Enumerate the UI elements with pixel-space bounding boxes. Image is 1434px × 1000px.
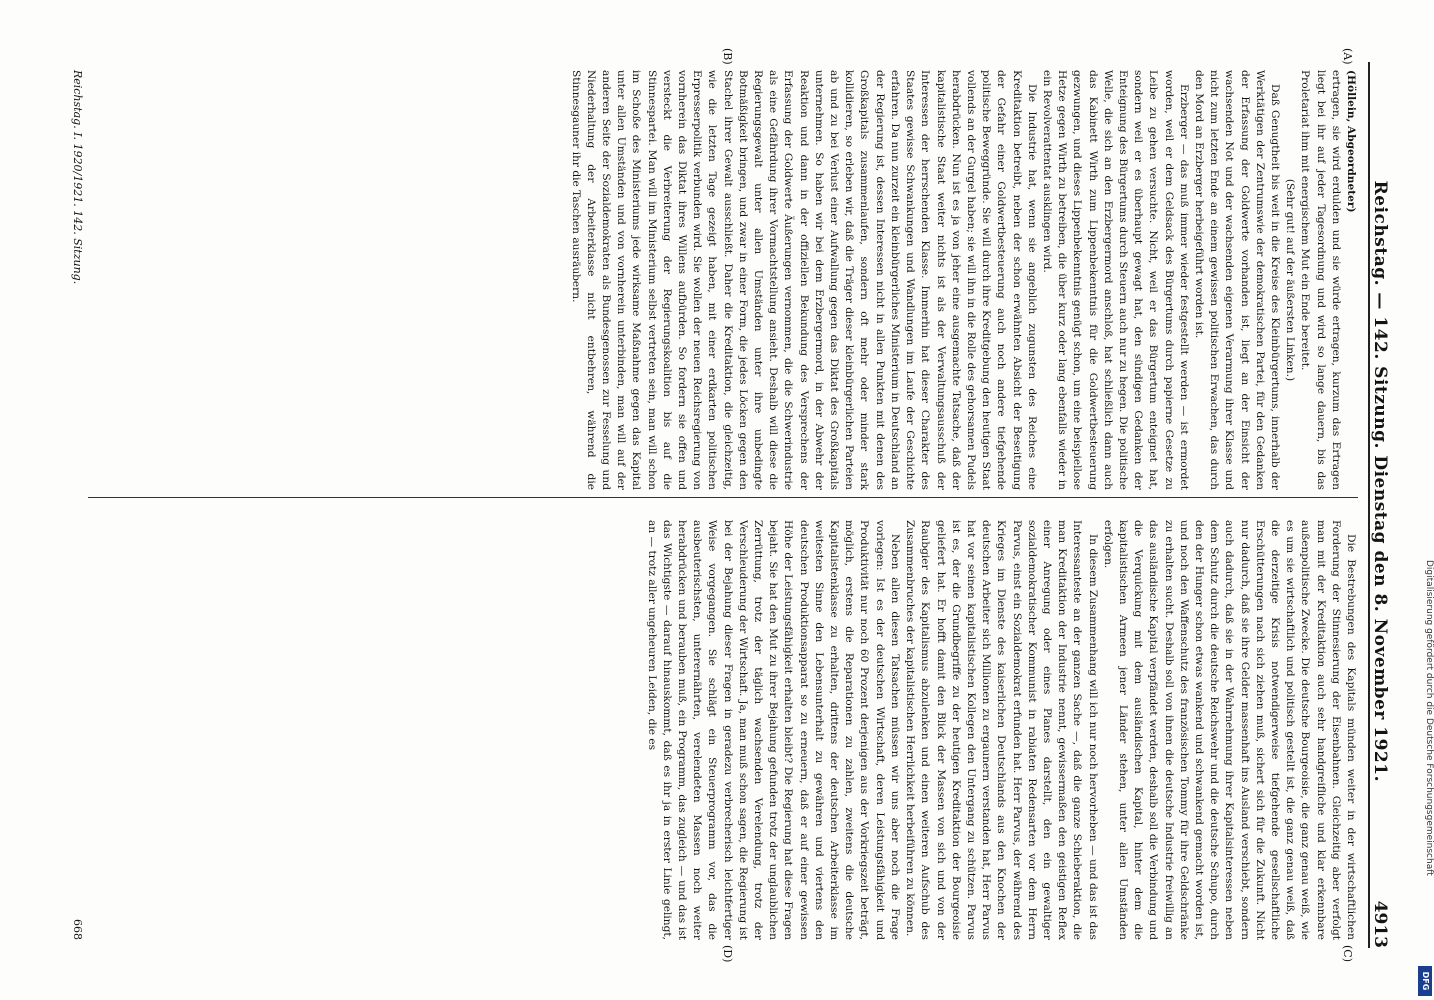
margin-marker-b: (B) bbox=[721, 48, 734, 65]
footer-page-number: 668 bbox=[71, 919, 84, 940]
digitization-note-text: Digitalisierung gefördert durch die Deutsche Forschungsgemeinschaft bbox=[1424, 560, 1434, 876]
left-column bbox=[88, 70, 1358, 490]
dfg-logo-text: DFG bbox=[1421, 971, 1430, 991]
column-divider bbox=[88, 497, 1358, 498]
dfg-logo bbox=[1418, 966, 1432, 996]
paragraph: ertragen, sie wird erdulden und sie würde ertragen, kurzum das Ertragen liegt bei ihr auf jeder Tagesordnung und wird so lange dauern, bis das Proletariat ihm mit energischem Mut ein Ende bereitet. bbox=[1299, 70, 1342, 490]
margin-marker-d: (D) bbox=[721, 945, 734, 963]
header-title: Reichstag. — 142. Sitzung. Dienstag den 8. November 1921. bbox=[1370, 180, 1390, 782]
speaker-line: (Höllein, Abgeordneter) bbox=[1345, 70, 1357, 213]
paragraph: In diesem Zusammenhang will ich nur noch hervorheben — und das ist das Interessanteste an der ganzen Sache —, daß die ganze Schieberaktion, die man Kreditaktion der Industrie nennt, gewissermaßen den geistigen Reflex einer Anregung oder eines Planes darstellt, den ein gewaltiger sozialdemokratischer Kommunist in rabiaten Redensarten vor dem Herrn Parvus, einst ein Sozialdemokrat erfunden hat. Herr Parvus, der während des Krieges im Dienste des kaiserlichen Deutschlands aus den Knochen der deutschen Arbeiter sich Millionen zu ergaunern verstanden hat, Herr Parvus hat vor seinen kapitalistischen Kollegen den Untergang zu schützen. Parvus ist es, der die Grundbegriffe zu der heutigen Kreditaktion der Bourgeoisie geliefert hat. Er hofft damit den Blick der Massen von sich und von der Raubgier des Kapitalismus abzulenken und einen weiteren Aufschub des Zusammenbruches der kapitalistischen Herrlichkeit herbeiführen zu können. bbox=[904, 520, 1099, 940]
footer-signature: Reichstag. I. 1920/1921. 142. Sitzung. bbox=[71, 70, 84, 285]
paragraph: Erzberger — das muß immer wieder festgestellt werden — ist ermordet worden, weil er dem Geldsack des Bürgertums durch papierne Gesetze zu Leibe zu gehen versuchte. Nicht, weil er das Bürgertum enteignet hat, sondern weil er es überhaupt gewagt hat, den sündigen Gedanken der Enteignung des Bürgertums durch Steuern auch nur zu hegen. Die politische Welle, die sich an den Erzbergermord anschloß, hat schließlich dann auch das Kabinett Wirth zum Lippenbekenntnis für die Goldwertbesteuerung gezwungen, und dieses Lippenbekenntnis genügt schon, um eine beispiellose Hetze gegen Wirth zu betreiben, die über kurz oder lang ebenfalls wieder in ein Revolverattentat ausklingen wird. bbox=[1040, 70, 1190, 490]
page-header bbox=[1368, 62, 1396, 948]
paragraph: Die Bestrebungen des Kapitals münden weiter in der wirtschaftlichen Forderung der Stinnesierung der Eisenbahnen. Gleichzeitig aber verfolgt man mit der Kreditaktion auch sehr handgreifliche und klar erkennbare außenpolitische Zwecke. Die deutsche Bourgeoisie, die ganz genau weiß, wie es um sie wirtschaftlich und politisch gestellt ist, die ganz genau weiß, daß die derzeitige Krisis notwendigerweise tiefgehende gesellschaftliche Erschütterungen nach sich ziehen muß, sichert sich für die Zukunft. Nicht nur dadurch, daß sie ihre Gelder massenhaft ins Ausland verschiebt, sondern auch dadurch, daß sie in der Wahrnehmung ihrer Kapitalsinteressen neben dem Schutz durch die deutsche Reichswehr und die deutsche Schupo, durch den der Hunger schon etwas wankend und schwankend gemacht worden ist, und noch den Waffenschutz des französischen Tommy für ihre Geldschränke zu erhalten sucht. Deshalb soll von ihnen die deutsche Industrie freiwillig an das ausländische Kapital verpfändet werden, deshalb soll die Verbindung und die Verquickung mit dem ausländischen Kapital, hinter dem die kapitalistischen Armeen jener Länder stehen, unter allen Umständen erfolgen. bbox=[1101, 520, 1357, 940]
interjection: (Sehr gut! auf der äußersten Linken.) bbox=[1284, 178, 1297, 382]
paragraph: Die Industrie hat, wenn sie angeblich zugunsten des Reiches eine Kreditaktion betreibt, neben der schon erwähnten Absicht der Beseitigung der Gefahr einer Goldwertbesteuerung auch noch andere tiefgehende politische Beweggründe. Sie will durch ihre Kreditgebung den heutigen Staat vollends an der Gurgel haben; sie will ihn in die Rolle des gehorsamen Pudels herabdrücken. Nun ist es ja von jeher eine ausgemachte Tatsache, daß der kapitalistische Staat weiter nichts ist als der Verwaltungsausschuß der Interessen der herrschenden Klasse. Immerhin hat dieser Charakter des Staates gewisse Schwankungen und Wandlungen im Laufe der Geschichte erfahren. Da nun zurzeit ein kleinbürgerliches Ministerium in Deutschland an der Regierung ist, dessen Interessen nicht in allen Punkten mit denen des Großkapitals zusammenlaufen, sondern oft mehr oder minder stark kollidieren, so erleben wir, daß die Träger dieser kleinbürgerlichen Parteien ab und zu bei Verlust einer Aufwallung gegen das Diktat des Großkapitals unternehmen. So haben wir bei dem Erzbergermord, in der Abwehr der Reaktion und dann in der offiziellen Bekundung des Versprechens der Erfassung der Goldwerte Äußerungen vernommen, die die Schwerindustrie als eine Gefährdung ihrer Vormachtstellung ansieht. Deshalb will diese die Regierungsgewalt unter allen Umständen unter ihre unbedingte Botmäßigkeit bringen, und zwar in einer Form, die jedes Löcken gegen den Stachel ihrer Gewalt ausschließt. Daher die Kreditaktion, die gleichzeitig, wie die letzten Tage gezeigt haben, mit einer erdkarten politischen Erpresserpolitik verbunden wird. Sie wollen der neuen Reichsregierung von vornherein das Diktat ihres Willens aufbürden. So fordern sie offen und versteckt die Verbreiterung der Regierungskoalition bis auf die Stinnespartei. Man will im Ministerium selbst vertreten sein, man will schon im Schoße des Ministeriums jede wirksame Maßnahme gegen das Kapital unter allen Umständen und von vornherein unterbinden, man will auf der anderen Seite der Sozialdemokraten als Bundesgenossen zur Fesselung und Niederhaltung der Arbeiterklasse nicht entbehren, während die Stinnesgauner ihr die Taschen ausräubern. bbox=[569, 70, 1038, 490]
margin-marker-a: (A) bbox=[1341, 48, 1354, 65]
header-page-number: 4913 bbox=[1370, 900, 1390, 948]
paragraph: Neben allen diesen Tatsachen müssen wir uns aber noch die Frage vorlegen: Ist es der deutschen Wirtschaft, deren Leistungsfähigkeit und Produktivität nur noch 60 Prozent derjenigen aus der Vorkriegszeit beträgt, möglich, erstens die Reparationen zu zahlen, zweitens die deutsche Kapitalistenklasse zu erhalten, drittens der deutschen Arbeiterklasse im weitesten Sinne den Lebensunterhalt zu gewähren und viertens den deutschen Produktionsapparat so zu erneuern, daß er auf einer gewissen Höhe der Leistungsfähigkeit erhalten bleibt? Die Regierung hat diese Fragen bejaht. Sie hat den Mut zu ihrer Bejahung gefunden trotz der unglaublichen Zerrüttung, trotz der täglich wachsenden Verelendung, trotz der Verschleuderung der Wirtschaft. Ja, man muß schon sagen, die Regierung ist bei der Bejahung dieser Fragen in geradezu verbrecherisch leichtfertiger Weise vorgegangen. Sie schlägt ein Steuerprogramm vor, das die ausbeuterischsten, unterernährten, verelendeten Massen noch weiter herabdrücken und berauben muß, ein Programm, das zugleich — und das ist das Wichtigste — darauf hinauskommt, daß es ihr ja in erster Linie gelingt, an — trotz aller ungeheuren Leiden, die es bbox=[645, 520, 901, 940]
paragraph: Daß Genugtheit bis weit in die Kreise des Kleinbürgertums, innerhalb der Werktätigen der Zentrumswie der demokratischen Partei, für den Gedanken der Erfassung der Goldwerte vorhanden ist, liegt an der Einsicht der wachsenden Not und der wachsenden eigenen Verarmung ihrer Klasse und nicht zum letzten Ende an einem gewissen politischen Erwachen, das durch den Mord an Erzberger herbeigeführt worden ist. bbox=[1192, 70, 1281, 490]
right-column bbox=[88, 520, 1358, 940]
margin-marker-c: (C) bbox=[1341, 945, 1354, 962]
digitization-note bbox=[1418, 560, 1434, 1000]
